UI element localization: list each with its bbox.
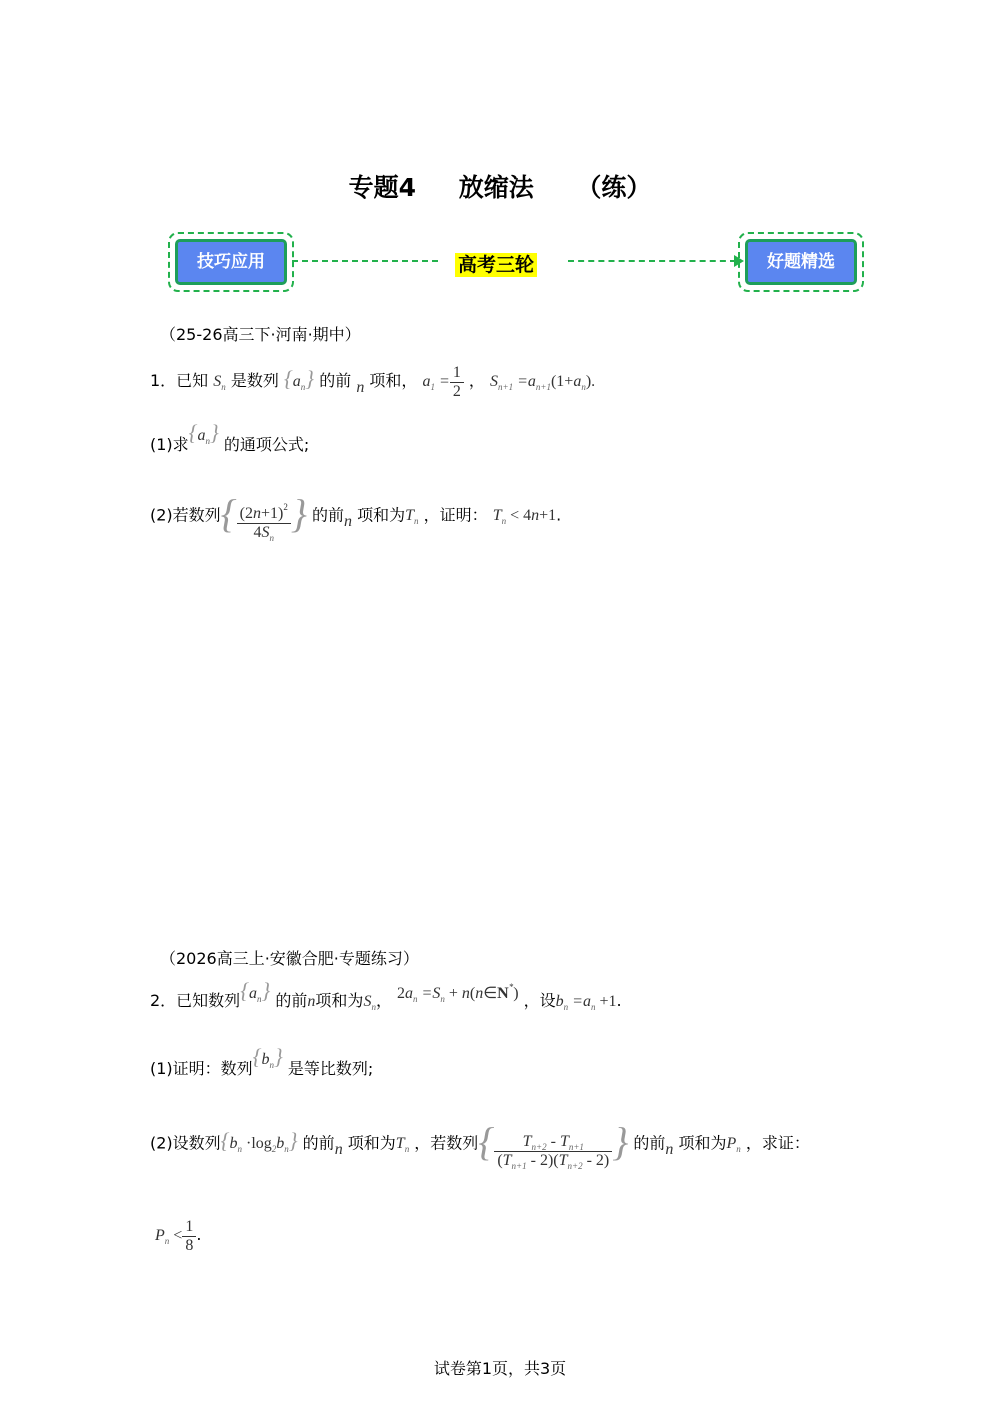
q2-part1-suffix: 是等比数列;	[287, 1059, 374, 1078]
formula-seq-T-fraction: { $\frac{T_{n+2} - T_{n+1}}{(T_{n+1} - 2)(T_{n+2} - 2)}$ }	[478, 1119, 629, 1171]
formula-seq-fraction: { $\frac{(2n+1)^2}{4S_n}$ }	[220, 491, 307, 543]
q1-part1	[150, 420, 310, 456]
q2-part2-text6: ，求证：	[745, 1133, 810, 1153]
q1-part2-text3: ，证明：	[423, 505, 488, 525]
q1-part2-text1: 的前	[311, 505, 344, 525]
q1-part2-end: .	[556, 505, 562, 525]
page-footer: 试卷第1页，共3页	[433, 1359, 567, 1378]
formula-seq-b-log: $\{b_n \cdot\log_2b_n\}$	[220, 1128, 298, 1155]
formula-P-n-inequality: $P_n$ < $\frac{1}{8}$	[155, 1227, 196, 1244]
formula-P-n: $P_n$	[726, 1135, 741, 1155]
formula-seq-a-n: $\{a_n\}$	[283, 366, 315, 393]
q1-part2-text2: 项和为	[357, 505, 406, 525]
q2-intro-end: .	[616, 991, 622, 1010]
formula-S-n-2: $S_n$	[363, 993, 376, 1012]
q2-part2	[150, 1118, 810, 1170]
formula-b-n: $b_n =a_n +1$	[555, 993, 617, 1012]
formula-n-4: n	[334, 1141, 343, 1159]
banner-right-frame	[738, 232, 864, 292]
formula-seq-a-n-3: $\{a_n\}$	[240, 978, 271, 1004]
formula-T-n: $T_n$	[405, 507, 419, 527]
q2-intro-text2: 项和为	[315, 991, 364, 1010]
q1-intro-text1: 是数列	[230, 371, 279, 391]
formula-n-3: n	[307, 993, 316, 1010]
banner-center	[455, 250, 537, 277]
q1-intro	[150, 364, 595, 401]
q2-intro-text4: ，设	[523, 991, 556, 1010]
q1-intro-number: 1．已知	[150, 371, 209, 391]
q2-intro	[150, 978, 622, 1012]
q1-intro-text2: 的前	[319, 371, 352, 391]
banner-line-left	[292, 260, 438, 262]
formula-n-2: n	[343, 513, 352, 531]
q2-intro-text1: 的前	[275, 991, 308, 1010]
banner-line-right	[568, 260, 736, 262]
formula-n-5: n	[665, 1141, 674, 1159]
q2-part2-text5: 项和为	[678, 1133, 727, 1153]
formula-relation: $2a_n =S_n$ + n(n∈N*)	[397, 982, 519, 1004]
q2-part2-conclusion	[155, 1218, 201, 1255]
formula-n: n	[356, 379, 365, 397]
formula-S-n: $S_n$	[213, 373, 226, 393]
banner-center-label: 高考三轮	[455, 253, 537, 277]
banner-left-frame	[168, 232, 294, 292]
q1-part2-prefix: (2)若数列	[150, 505, 221, 525]
q1-intro-comma: ，	[468, 371, 485, 391]
q2-source: （2026高三上·安徽合肥·专题练习）	[160, 949, 419, 968]
q1-part1-prefix: (1)求	[150, 435, 189, 454]
formula-a1: $a_1$ = $\frac{1}{2}$	[423, 373, 464, 390]
q2-part1-prefix: (1)证明：数列	[150, 1059, 253, 1078]
title-part3: （练）	[576, 173, 652, 202]
q2-part2-end: .	[196, 1225, 202, 1245]
formula-inequality: $T_n < 4n+1$	[492, 507, 557, 527]
q2-part2-text1: 的前	[302, 1133, 335, 1153]
q2-part2-text2: 项和为	[347, 1133, 396, 1153]
q2-part2-text3: ，若数列	[414, 1133, 479, 1153]
formula-seq-b-n: $\{b_n\}$	[252, 1044, 283, 1070]
formula-seq-a-n-2: $\{a_n\}$	[188, 420, 219, 446]
q2-part1	[150, 1044, 374, 1080]
banner-right-badge: 好题精选	[745, 239, 857, 285]
q2-intro-text3: ，	[375, 991, 392, 1010]
banner-left-badge: 技巧应用	[175, 239, 287, 285]
q1-part1-suffix: 的通项公式;	[223, 435, 310, 454]
page-title	[0, 168, 1000, 204]
q1-source: （25-26高三下·河南·期中）	[160, 325, 361, 344]
title-part1: 专题4	[348, 173, 416, 202]
formula-recurrence: $S_{n+1} =a_{n+1}(1+a_n)$.	[490, 373, 596, 393]
q1-part2	[150, 490, 561, 542]
q2-part2-prefix: (2)设数列	[150, 1133, 221, 1153]
formula-T-n-2: $T_n$	[395, 1135, 410, 1155]
title-part2: 放缩法	[458, 173, 534, 202]
q1-intro-text3: 项和，	[369, 371, 418, 391]
q2-intro-number: 2．已知数列	[150, 991, 241, 1010]
q2-part2-text4: 的前	[633, 1133, 666, 1153]
